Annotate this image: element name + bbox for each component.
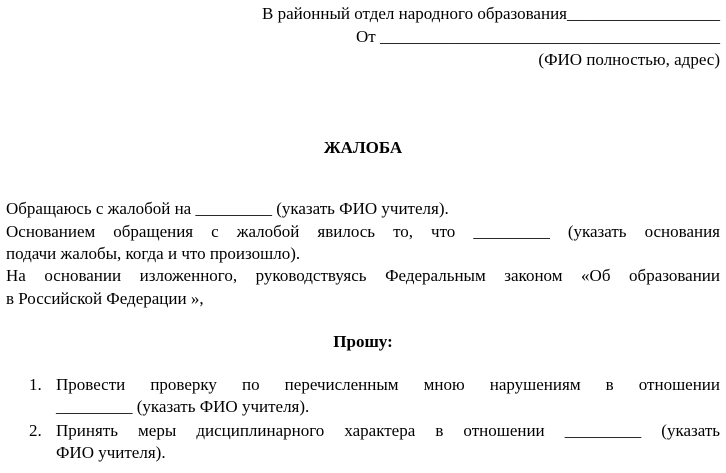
complaint-paragraph-3-line-2: в Российской Федерации », <box>6 289 204 308</box>
list-item-number: 2. <box>29 421 42 440</box>
complaint-paragraph-2-line-1: Основанием обращения с жалобой явилось то, что _________ (указать основания <box>6 222 720 241</box>
document-title: ЖАЛОБА <box>323 138 403 157</box>
list-item-2-line-2: ФИО учителя). <box>56 443 166 462</box>
complaint-paragraph-3-line-1: На основании изложенного, руководствуясь Федеральным законом «Об образовании <box>6 266 720 285</box>
request-heading: Прошу: <box>333 332 393 351</box>
sender-line: От ________________________________________ <box>356 27 720 46</box>
complaint-paragraph-1: Обращаюсь с жалобой на _________ (указать ФИО учителя). <box>6 199 449 218</box>
list-item-1-line-1: Провести проверку по перечисленным мною нарушениям в отношении <box>56 375 720 394</box>
complaint-paragraph-2-line-2: подачи жалобы, когда и что произошло). <box>6 244 301 263</box>
addressee-line: В районный отдел народного образования__________________ <box>262 4 720 23</box>
list-item-number: 1. <box>29 375 42 394</box>
sender-hint: (ФИО полностью, адрес) <box>538 50 720 69</box>
list-item-2-line-1: Принять меры дисциплинарного характера в отношении _________ (указать <box>56 421 720 440</box>
list-item-1-line-2: _________ (указать ФИО учителя). <box>56 397 310 416</box>
